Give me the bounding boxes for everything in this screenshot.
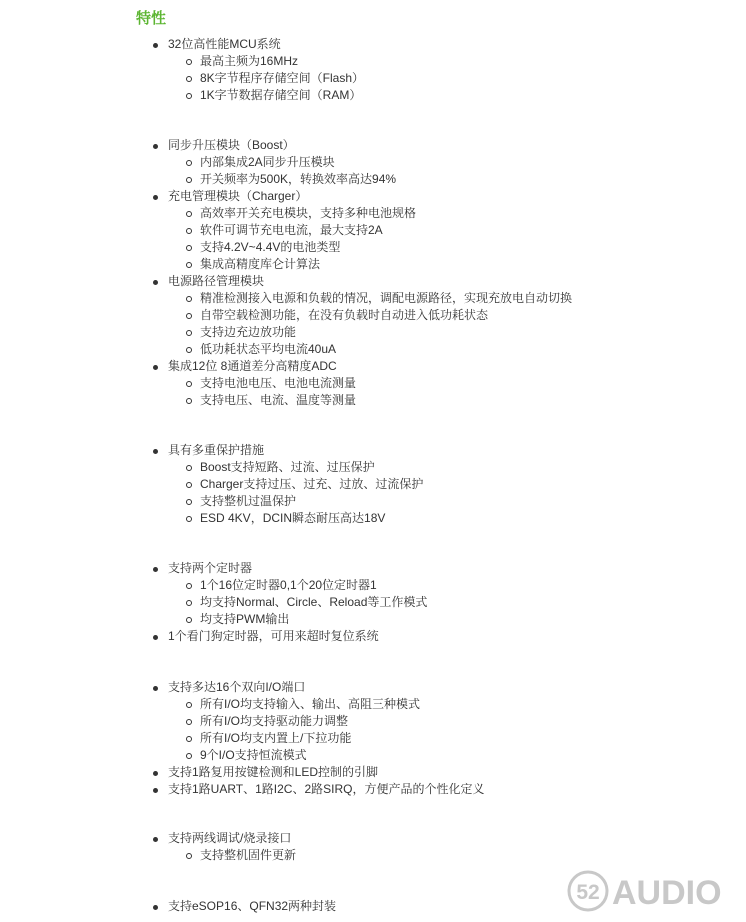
list-item-protection: 具有多重保护措施 [168,443,265,457]
list-item-package: 支持eSOP16、QFN32两种封装 [168,899,337,913]
sub-item-timer-b: 均支持Normal、Circle、Reload等工作模式 [200,595,428,609]
list-item-watchdog: 1个看门狗定时器，可用来超时复位系统 [168,629,379,643]
list-item-io: 支持多达16个双向I/O端口 [168,680,306,694]
list-item-charger: 充电管理模块（Charger） [168,189,308,203]
sub-item-timer-c: 均支持PWM输出 [200,612,290,626]
sub-item-power-d: 低功耗状态平均电流40uA [200,342,337,356]
sub-item-charger-a: 高效率开关充电模块，支持多种电池规格 [200,206,417,220]
sub-item-io-d: 9个I/O支持恒流模式 [200,748,307,762]
sub-item-debug-a: 支持整机固件更新 [200,848,297,862]
watermark-number: 52 [576,881,600,904]
sub-item-charger-d: 集成高精度库仑计算法 [200,257,321,271]
sub-item-io-c: 所有I/O均支内置上/下拉功能 [200,731,352,745]
sub-item-protect-c: 支持整机过温保护 [200,494,297,508]
sub-item-timer-a: 1个16位定时器0,1个20位定时器1 [200,578,377,592]
list-item-adc: 集成12位 8通道差分高精度ADC [168,359,337,373]
sub-item-power-c: 支持边充边放功能 [200,325,297,339]
sub-item-protect-a: Boost支持短路、过流、过压保护 [200,460,375,474]
sub-item-power-b: 自带空载检测功能，在没有负载时自动进入低功耗状态 [200,308,489,322]
list-item-debug: 支持两线调试/烧录接口 [168,831,292,845]
sub-item-protect-d: ESD 4KV，DCIN瞬态耐压高达18V [200,511,386,525]
sub-item-adc-b: 支持电压、电流、温度等测量 [200,393,357,407]
sub-item-power-a: 精准检测接入电源和负载的情况，调配电源路径，实现充放电自动切换 [200,291,573,305]
sub-item-mcu-freq: 最高主频为16MHz [200,54,299,68]
sub-item-mcu-flash: 8K字节程序存储空间（Flash） [200,71,365,85]
list-item-mcu: 32位高性能MCU系统 [168,37,281,51]
sub-item-boost-a: 内部集成2A同步升压模块 [200,155,335,169]
list-item-timer: 支持两个定时器 [168,561,253,575]
list-item-power-path: 电源路径管理模块 [168,274,265,288]
sub-item-charger-b: 软件可调节充电电流，最大支持2A [200,223,383,237]
52audio-watermark-logo [566,868,738,914]
watermark-text: AUDIO [612,874,722,912]
sub-item-boost-b: 开关频率为500K，转换效率高达94% [200,172,397,186]
sub-item-protect-b: Charger支持过压、过充、过放、过流保护 [200,477,424,491]
sub-item-mcu-ram: 1K字节数据存储空间（RAM） [200,88,362,102]
sub-item-io-a: 所有I/O均支持输入、输出、高阻三种模式 [200,697,421,711]
sub-item-charger-c: 支持4.2V~4.4V的电池类型 [200,240,341,254]
list-item-uart: 支持1路UART、1路I2C、2路SIRQ，方便产品的个性化定义 [168,782,485,796]
list-item-key-led: 支持1路复用按键检测和LED控制的引脚 [168,765,379,779]
sub-item-adc-a: 支持电池电压、电池电流测量 [200,376,357,390]
list-item-boost: 同步升压模块（Boost） [168,138,295,152]
section-heading: 特性 [136,10,167,27]
sub-item-io-b: 所有I/O均支持驱动能力调整 [200,714,349,728]
